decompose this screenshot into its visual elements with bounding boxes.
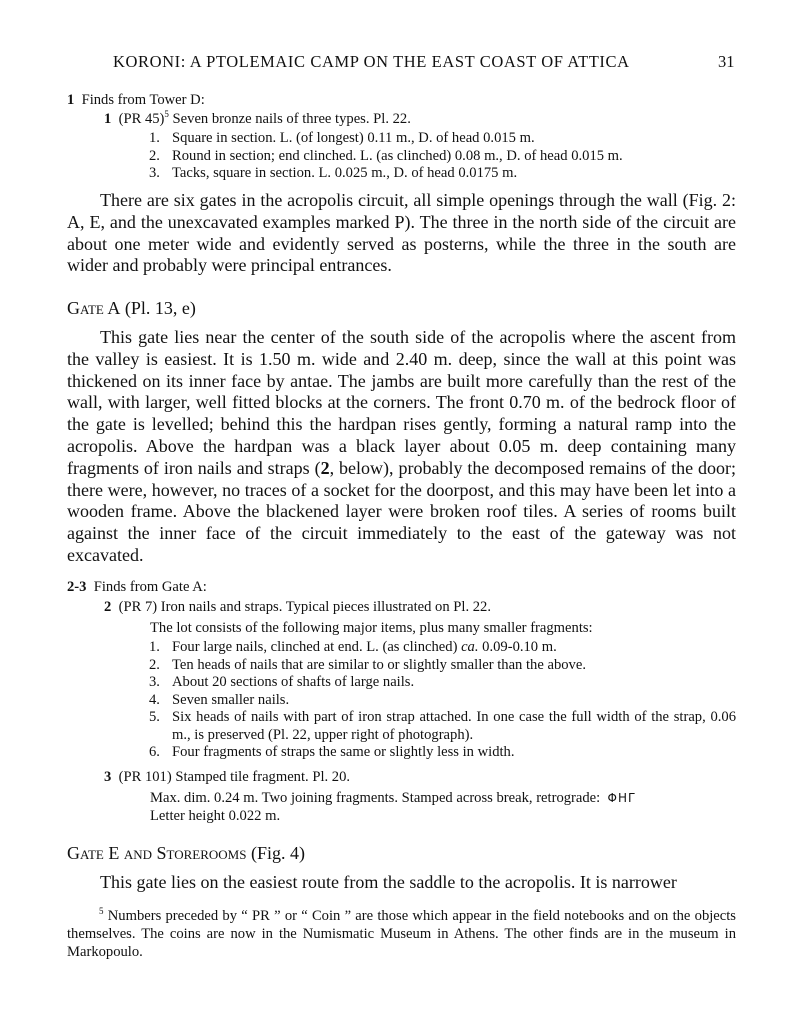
section-heading-gate-a [67,298,196,319]
list-item: 5. Six heads of nails with part of iron strap attached. In one case the full width of the strap, 0.06 m., is preserved (Pl. 22, upper right of photograph). [149,709,736,743]
catalog-number: 1 [67,92,75,108]
entry-header: (PR 7) Iron nails and straps. Typical pieces illustrated on Pl. 22. [118,599,492,615]
entry-2-intro: The lot consists of the following major items, plus many smaller fragments: [150,620,593,636]
list-item: 4. Seven smaller nails. [149,691,290,708]
stamp-inscription: ΦΗΓ [607,791,636,805]
catalog-entry-2 [104,599,491,617]
catalog-cross-ref: 2 [320,457,330,478]
running-head [0,52,801,74]
tower-d-finds-heading [67,92,205,110]
entry-1-item-list [149,130,736,183]
entry-3-letter-height: Letter height 0.022 m. [150,808,281,824]
list-item: 3. Tacks, square in section. L. 0.025 m., D. of head 0.0175 m. [149,165,518,181]
entry-3-description: Max. dim. 0.24 m. Two joining fragments. Stamped across break, retrograde: ΦΗΓ [150,790,636,806]
list-item: 6. Four fragments of straps the same or slightly less in width. [149,744,515,760]
list-item: 1. Square in section. L. (of longest) 0.11 m., D. of head 0.015 m. [149,130,535,146]
list-item: 1. Four large nails, clinched at end. L. (as clinched) ca. 0.09-0.10 m. [149,639,557,655]
catalog-number: 2-3 [67,579,87,595]
list-item: 2. Round in section; end clinched. L. (as clinched) 0.08 m., D. of head 0.015 m. [149,147,623,164]
heading-main: Gate E and Storerooms [67,843,247,863]
list-item: 3. About 20 sections of shafts of large nails. [149,674,415,690]
heading-ref: (Fig. 4) [246,843,305,863]
paragraph-gates: There are six gates in the acropolis circuit, all simple openings through the wall (Fig. 2: A, E, and the unexcavated examples marked P). The three in the north side of the circuit are about one meter wide and evidently served as posterns, while the three in the south are wider and probably were principal entrances. [67,190,736,276]
paragraph-gate-a: This gate lies near the center of the south side of the acropolis where the ascent from the valley is easiest. It is 1.50 m. wide and 2.40 m. deep, since the wall at this point was thickened on its inner face by antae. The jambs are built more carefully than the rest of the wall, with larger, well fitted blocks at the corners. The front 0.70 m. of the bedrock floor of the gate is levelled; behind this the hardpan rises gently, forming a natural ramp into the acropolis. Above the hardpan was a black layer about 0.05 m. deep containing many fragments of iron nails and straps (2, below), probably the decomposed remains of the door; there were, however, no traces of a socket for the doorpost, and this may have been let into a wooden frame. Above the blackened layer were broken roof tiles. A series of rooms built against the inner face of the circuit immediately to the east of the gateway was not excavated. [67,327,737,565]
entry-number: 1 [104,111,112,127]
heading-ref: (Pl. 13, e) [120,298,196,318]
gate-a-finds-heading [67,579,207,597]
catalog-entry-1 [104,111,411,129]
page-number: 31 [718,52,735,71]
entry-text-after: Seven bronze nails of three types. Pl. 22. [168,111,411,127]
heading-main: Gate A [67,298,121,318]
footnote-text: Numbers preceded by “ PR ” or “ Coin ” are those which appear in the field notebooks and on the objects themselves. The coins are now in the Numismatic Museum in Athens. The other finds are in the museum in Markopoulo. [67,908,736,960]
entry-2-item-list [149,639,736,762]
footnote [67,908,736,961]
footnote-marker: 5 [99,906,104,916]
catalog-label: Finds from Gate A: [93,579,207,595]
section-heading-gate-e [67,843,305,864]
entry-header: (PR 101) Stamped tile fragment. Pl. 20. [118,769,351,785]
entry-text-before: (PR 45) [118,111,165,127]
list-item: 2. Ten heads of nails that are similar to or slightly smaller than the above. [149,656,586,673]
entry-number: 3 [104,769,112,785]
footnote-ref-5[interactable]: 5 [164,109,169,119]
catalog-label: Finds from Tower D: [81,92,205,108]
running-title: KORONI: A PTOLEMAIC CAMP ON THE EAST COAST OF ATTICA [113,52,630,71]
catalog-entry-3 [104,769,350,787]
entry-number: 2 [104,599,112,615]
paragraph-gate-e: This gate lies on the easiest route from the saddle to the acropolis. It is narrower [100,872,677,892]
